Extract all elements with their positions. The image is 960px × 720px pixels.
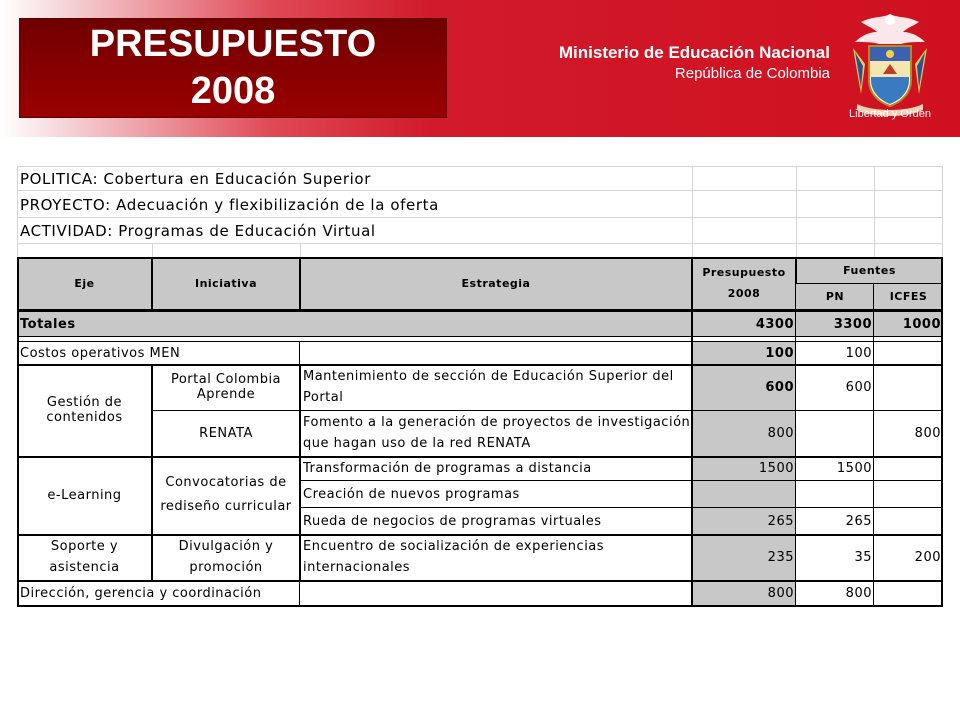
soporte-estrategia: Encuentro de socialización de experiencias internacionales: [303, 539, 605, 575]
header-eje: Eje: [74, 277, 95, 290]
totales-icfes: 1000: [902, 316, 941, 332]
page-title-line1: PRESUPUESTO: [89, 23, 377, 65]
elearning-iniciativa: Convocatorias de rediseño curricular: [160, 475, 292, 514]
soporte-icfes: 200: [914, 549, 941, 565]
elearning-row2-estrategia: Creación de nuevos programas: [303, 486, 520, 502]
header-presupuesto-l1: Presupuesto: [702, 265, 786, 279]
header-banner: [0, 0, 960, 137]
direccion-presupuesto: 800: [767, 585, 794, 601]
soporte-presupuesto: 235: [767, 549, 794, 565]
header-pn: PN: [825, 290, 845, 303]
header-presupuesto-l2: 2008: [727, 286, 761, 300]
header-estrategia: Estrategia: [461, 277, 531, 290]
direccion-icfes: [874, 580, 943, 606]
elearning-row1-estrategia: Transformación de programas a distancia: [303, 460, 592, 476]
soporte-pn: 35: [854, 549, 872, 565]
direccion-label: Dirección, gerencia y coordinación: [20, 585, 262, 601]
elearning-row2-icfes: [874, 481, 943, 507]
soporte-eje: Soporte y asistencia: [49, 539, 120, 575]
costos-label: Costos operativos MEN: [20, 345, 181, 361]
title-box: [19, 18, 447, 118]
header-fuentes: Fuentes: [843, 263, 896, 277]
motto: Libertad y Orden: [849, 108, 931, 120]
elearning-row2-presupuesto: [692, 481, 796, 507]
gestion-row1-pn: 600: [845, 379, 872, 395]
elearning-row3-presupuesto: 265: [767, 513, 794, 529]
header-iniciativa: Iniciativa: [194, 277, 258, 290]
elearning-eje: e-Learning: [47, 487, 122, 503]
gestion-row1-iniciativa: Portal Colombia Aprende: [170, 372, 282, 402]
politica-label: POLITICA: Cobertura en Educación Superior: [20, 170, 371, 188]
elearning-row1-icfes: [874, 456, 943, 480]
gestion-row2-pn: [796, 410, 874, 456]
elearning-row3-estrategia: Rueda de negocios de programas virtuales: [303, 513, 602, 529]
totales-label: Totales: [20, 316, 76, 332]
header-icfes: ICFES: [889, 290, 928, 303]
gestion-row2-estrategia: Fomento a la generación de proyectos de investigación que hagan uso de la red RENATA: [303, 415, 691, 451]
page-title-line2: 2008: [190, 70, 276, 112]
elearning-row3-icfes: [874, 508, 943, 534]
gestion-row2-presupuesto: 800: [767, 425, 794, 441]
ministry-block: [559, 42, 830, 84]
ministry-name: Ministerio de Educación Nacional: [558, 43, 830, 62]
direccion-pn: 800: [845, 585, 872, 601]
totales-presupuesto: 4300: [755, 316, 794, 332]
actividad-label: ACTIVIDAD: Programas de Educación Virtual: [20, 221, 376, 240]
costos-presupuesto: 100: [765, 345, 794, 361]
costos-icfes: [874, 342, 943, 364]
elearning-row1-presupuesto: 1500: [758, 460, 794, 476]
elearning-row1-pn: 1500: [836, 460, 872, 476]
gestion-row1-presupuesto: 600: [765, 379, 794, 395]
gestion-row2-iniciativa: RENATA: [199, 425, 253, 441]
elearning-row2-pn: [796, 481, 874, 507]
proyecto-label: PROYECTO: Adecuación y flexibilización de la oferta: [20, 195, 439, 214]
gestion-eje: Gestión de contenidos: [46, 395, 123, 425]
totales-pn: 3300: [833, 316, 872, 332]
gestion-row1-icfes: [874, 364, 943, 410]
elearning-row3-pn: 265: [845, 513, 872, 529]
gestion-row1-estrategia: Mantenimiento de sección de Educación Superior del Portal: [303, 369, 674, 405]
budget-table: [17, 166, 943, 606]
republic-name: República de Colombia: [674, 65, 830, 82]
gestion-row2-icfes: 800: [914, 425, 941, 441]
costos-pn: 100: [845, 345, 872, 361]
soporte-iniciativa: Divulgación y promoción: [178, 539, 274, 575]
